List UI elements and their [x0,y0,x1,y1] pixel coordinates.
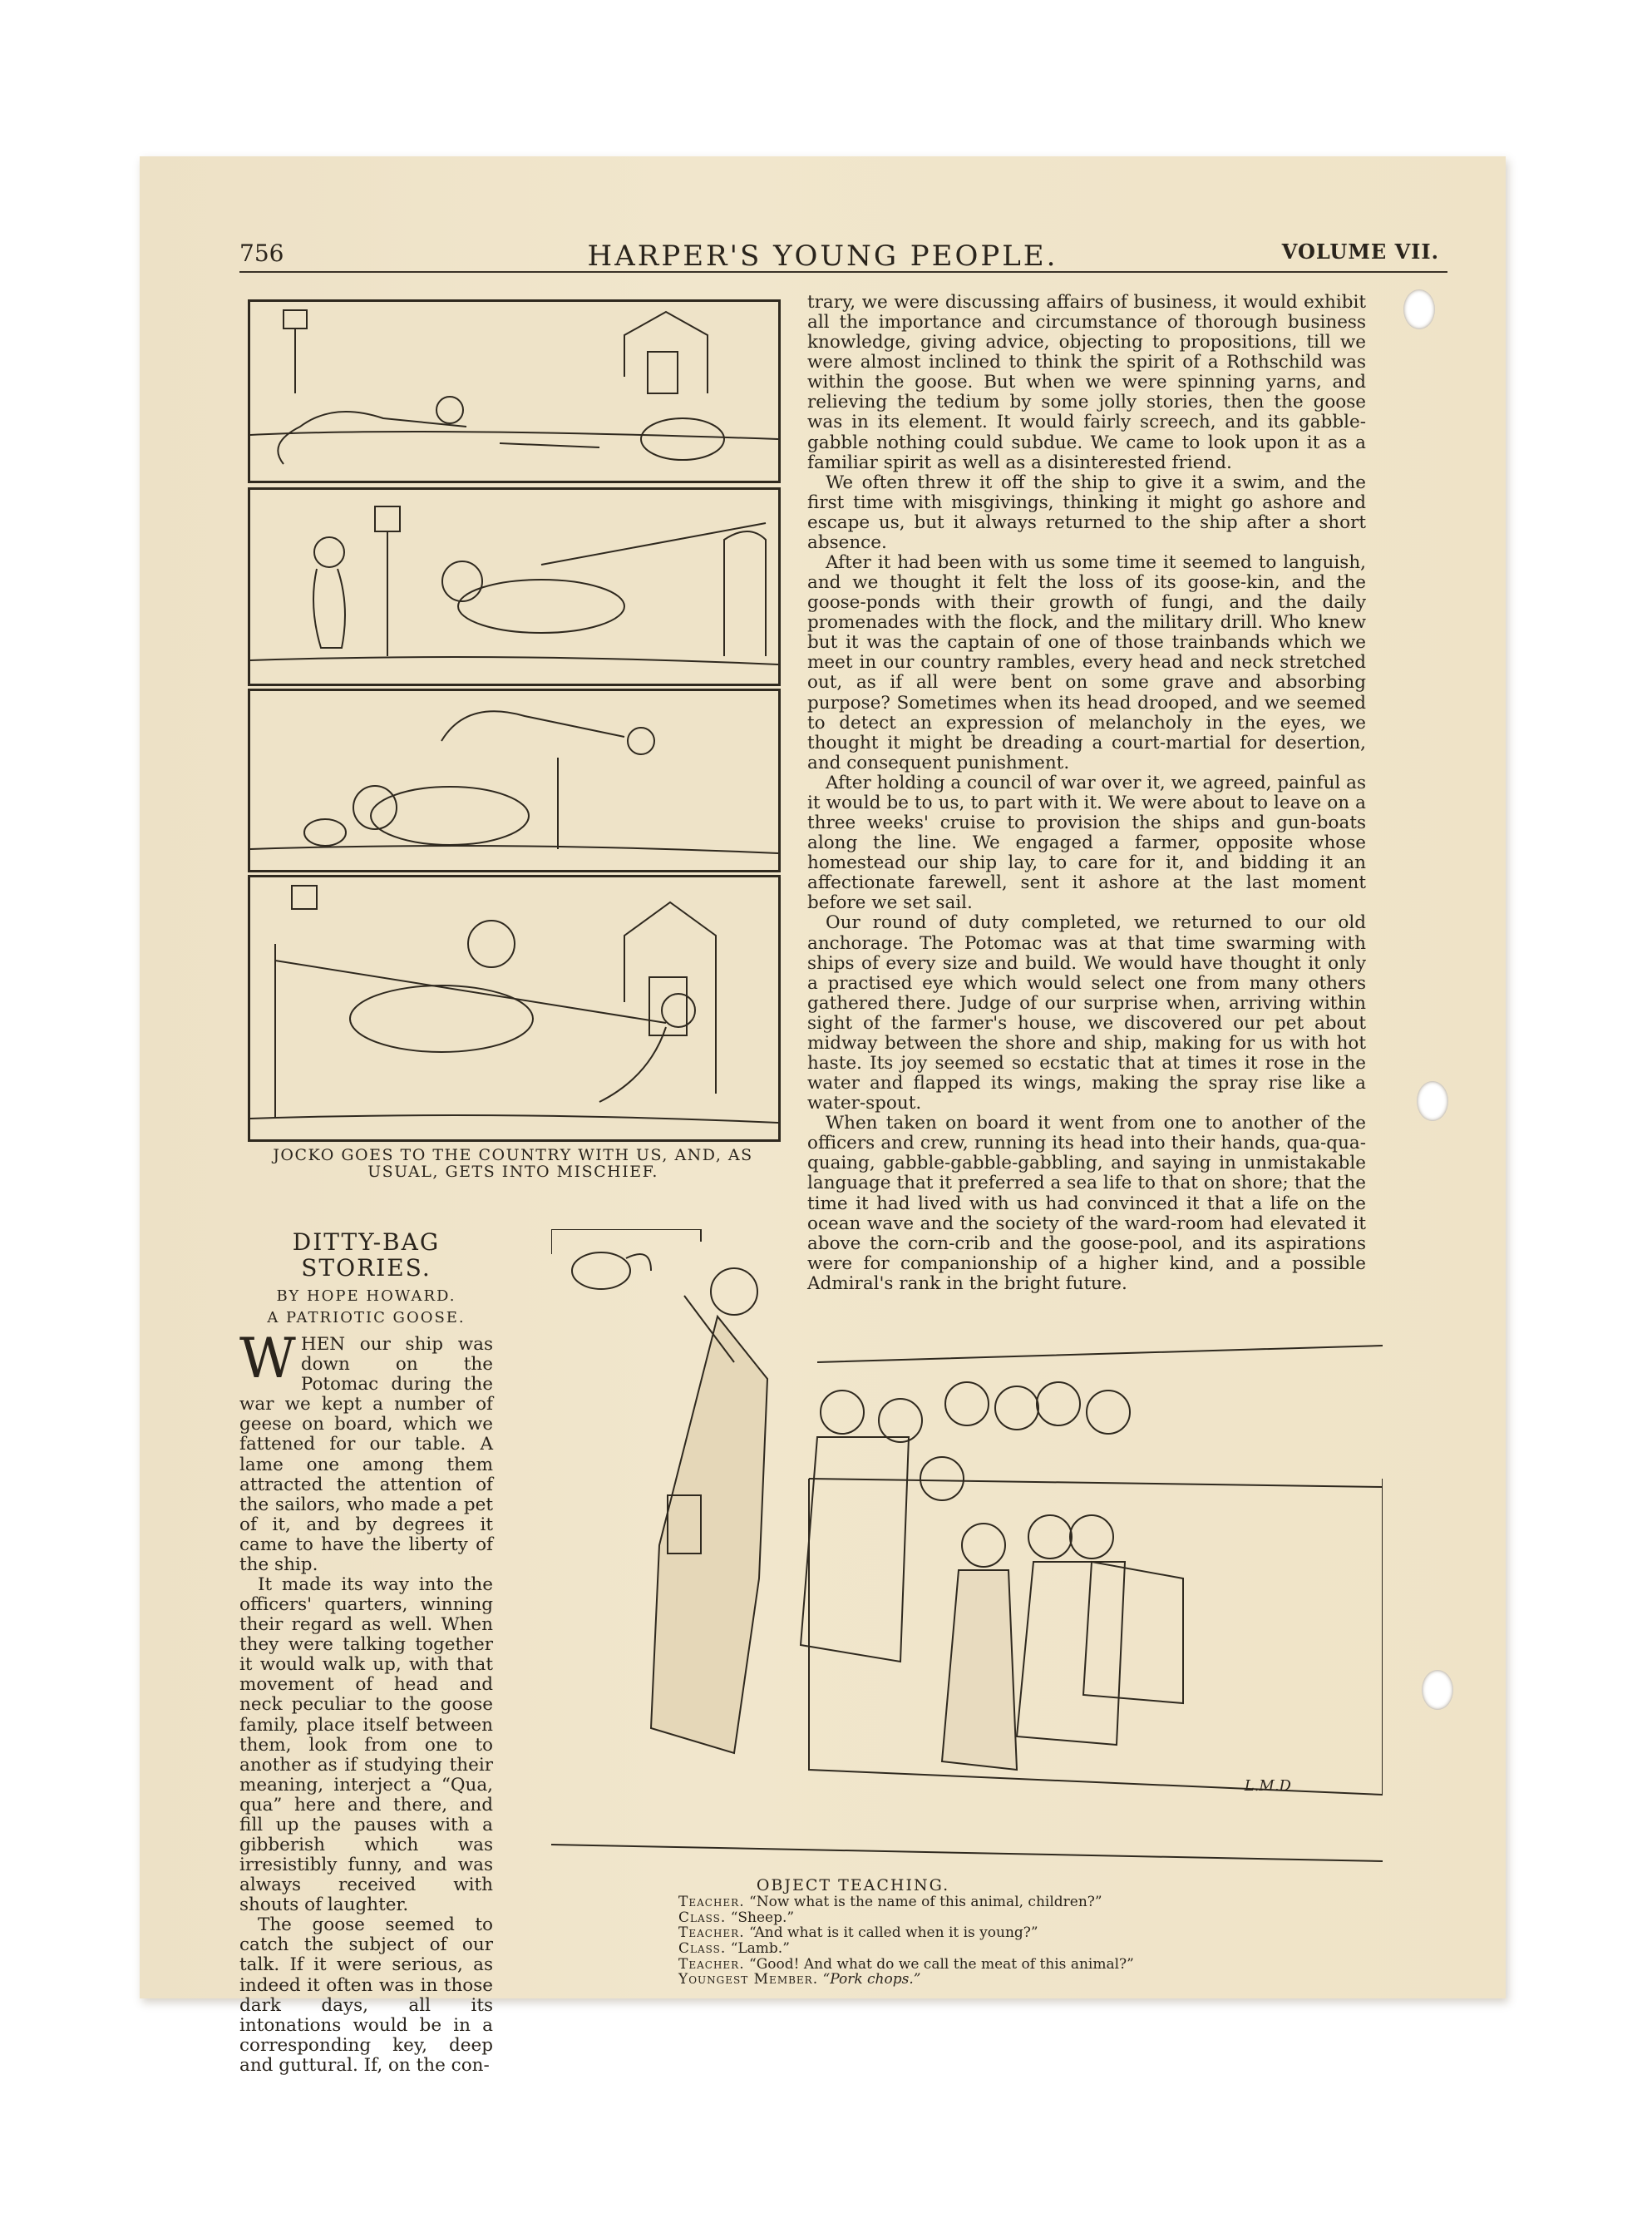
volume-label: VOLUME VII. [1281,240,1439,264]
publication-title: HARPER'S YOUNG PEOPLE. [587,240,1058,273]
comic-panel-4 [248,875,781,1142]
paragraph: We often threw it off the ship to give it a swim, and the first time with misgivings, thinking it might go ashore and escape us, but it always returned to the ship after a short absence. [807,472,1366,553]
speaker: Youngest Member. [678,1971,819,1988]
paragraph: It made its way into the officers' quarters, winning their regard as well. When they were talking together it would walk up, with that movement of head and neck peculiar to the goose family, place itself between them, look from one to another as if studying their meaning, interject a “Qua, qua” here and there, and fill up the pauses with a gibberish which was irresistibly funny, and was always received with shouts of laughter. [239,1573,493,1916]
paragraph: After it had been with us some time it seemed to languish, and we thought it felt the loss of its goose-kin, and the goose-ponds with their growth of fungi, and the daily promenades with the flock, and the military drill. Who knew but it was the captain of one of those trainbands which we meet in our country rambles, every head and neck stretched out, as if all were bent on some grave and absorbing purpose? Sometimes when its head drooped, and we seemed to detect an expression of melancholy in the eyes, we thought it might be dreading a court-martial for desertion, and consequent punishment. [807,552,1366,773]
dialogue-line [678,1894,1260,1910]
dialogue-line [678,1972,1260,1988]
speaker: Teacher. [678,1924,745,1942]
line: “Lamb.” [730,1940,790,1958]
binding-hole-top [1403,289,1435,329]
object-teaching-illustration [551,1229,1383,1870]
binding-hole-bottom [1422,1670,1453,1710]
object-teaching-caption [678,1876,1260,1988]
page-header [140,240,1506,281]
binding-hole-middle [1417,1081,1448,1121]
dialogue-line [678,1910,1260,1926]
dialogue-line [678,1925,1260,1941]
classroom-engraving [551,1229,1383,1870]
speaker: Teacher. [678,1955,745,1973]
paragraph: When taken on board it went from one to another of the officers and crew, running its head into their hands, qua-qua-quaing, gabble-gabble-gabbling, and saying in unmistakable language that it preferred a sea life to that on shore; that the time it had lived with us had convinced it that a life on the ocean wave and the society of the ward-room had elevated it above the corn-crib and the goose-pool, and its aspirations were for companionship of a higher kind, and a possible Admiral's rank in the bright future. [807,1113,1366,1294]
story-column [239,1229,493,2076]
story-subtitle: A PATRIOTIC GOOSE. [267,1308,466,1326]
paragraph: The goose seemed to catch the subject of our talk. If it were serious, as indeed it often was in those dark days, all its intonations would be in a corresponding key, deep and guttural. If, on the con- [239,1914,493,2076]
tug-of-war-illustration [250,877,778,1139]
dialogue [678,1894,1260,1988]
right-column-text [807,293,1366,1294]
paragraph: trary, we were discussing affairs of business, it would exhibit all the importance and circumstance of thorough business knowledge, giving advice, objecting to propositions, till we were almost inclined to think the spirit of a Rothschild was within the goose. But when we were spinning yarns, and relieving the tedium by some jolly stories, then the goose was in its element. It would fairly screech, and its gabble-gabble nothing could subdue. We came to look upon it as a familiar spirit as well as a disinterested friend. [807,292,1366,473]
comic-caption: JOCKO GOES TO THE COUNTRY WITH US, AND, AS USUAL, GETS INTO MISCHIEF. [273,1146,753,1181]
dog-leaping-illustration [250,490,778,684]
speaker: Class. [678,1909,727,1926]
object-teaching-title: OBJECT TEACHING. [756,1876,950,1894]
line: “Pork chops.” [822,1971,921,1988]
dialogue-line [678,1941,1260,1957]
line: “Now what is the name of this animal, children?” [749,1894,1102,1910]
dialogue-line [678,1957,1260,1973]
illustrator-signature: L.M.D [1244,1777,1291,1795]
speaker: Class. [678,1940,727,1958]
header-rule [239,271,1447,273]
line: “Good! And what do we call the meat of this animal?” [749,1955,1134,1973]
comic-panel-2 [248,487,781,686]
comic-panel-1 [248,299,781,483]
paragraph: After holding a council of war over it, we agreed, painful as it would be to us, to part with it. We were about to leave on a three weeks' cruise to provision the ships and gun-boats along the line. We engaged a farmer, opposite whose homestead our ship lay, to care for it, and bidding it an affectionate farewell, sent it ashore at the last moment before we set sail. [807,772,1366,914]
comic-panel-3 [248,689,781,872]
page-number: 756 [239,240,284,267]
speaker: Teacher. [678,1894,745,1910]
story-byline: BY HOPE HOWARD. [276,1287,456,1305]
monkey-jumping-illustration [250,691,778,870]
monkey-sneaking-illustration [250,302,778,481]
drop-cap: W [239,1326,296,1391]
story-title: DITTY-BAG STORIES. [292,1228,441,1282]
newspaper-page [140,156,1506,2076]
line: “And what is it called when it is young?” [749,1924,1038,1942]
story-lead-paragraph [239,1326,493,1575]
paragraph: Our round of duty completed, we returned to our old anchorage. The Potomac was at that time swarming with ships of every size and build. We would have thought it only a practised eye which would select one from many others gathered there. Judge of our surprise when, arriving within sight of the farmer's house, we discovered our pet about midway between the shore and ship, making for us with hot haste. Its joy seemed so ecstatic that at times it rose in the water and flapped its wings, making the spray rise like a water-spout. [807,912,1366,1114]
line: “Sheep.” [730,1909,795,1926]
lead-text: HEN our ship was down on the Potomac during the war we kept a number of geese on board, which we fattened for our table. A lame one among them attracted the attention of the sailors, who made a pet of it, and by degrees it came to have the liberty of the ship. [239,1334,493,1575]
